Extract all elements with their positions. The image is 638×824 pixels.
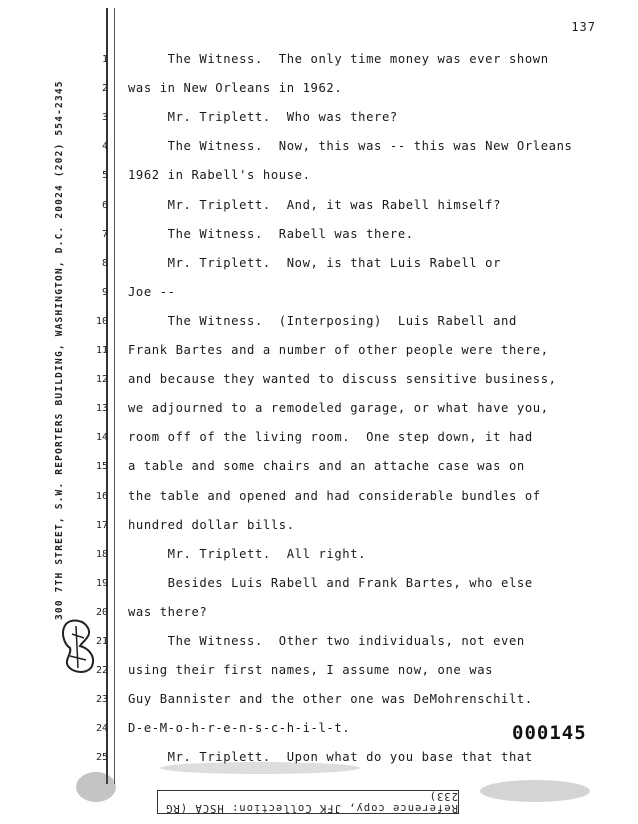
transcript-line: the table and opened and had considerable bundles of <box>128 488 541 503</box>
transcript-line: Mr. Triplett. All right. <box>128 546 367 561</box>
line-number: 12 <box>95 374 108 386</box>
transcript-line: a table and some chairs and an attache case was on <box>128 459 525 474</box>
line-number: 19 <box>95 577 108 589</box>
transcript-line: Mr. Triplett. Who was there? <box>128 110 398 125</box>
line-number: 14 <box>95 432 108 444</box>
transcript-line: The Witness. Rabell was there. <box>128 226 414 241</box>
transcript-line: D-e-M-o-h-r-e-n-s-c-h-i-l-t. <box>128 721 351 736</box>
transcript-line: was there? <box>128 604 208 619</box>
line-number: 4 <box>101 141 108 153</box>
line-number: 13 <box>95 403 108 415</box>
scan-smudge <box>480 780 590 802</box>
transcript-line: Frank Bartes and a number of other people were there, <box>128 343 549 357</box>
line-number: 21 <box>95 636 108 647</box>
line-number: 23 <box>95 694 108 706</box>
line-number: 24 <box>95 723 108 735</box>
line-number: 9 <box>101 286 108 298</box>
line-number: 20 <box>95 606 108 618</box>
reporter-seal-icon <box>58 616 100 676</box>
line-number: 1 <box>101 54 108 65</box>
transcript-line: Joe -- <box>128 284 176 299</box>
transcript-line: using their first names, I assume now, one was <box>128 663 494 678</box>
transcript-line: and because they wanted to discuss sensitive business, <box>128 372 557 387</box>
scan-smudge <box>76 772 116 802</box>
transcript-line: The Witness. The only time money was ever shown <box>128 52 549 66</box>
transcript-line: Mr. Triplett. And, it was Rabell himself? <box>128 197 502 212</box>
line-number: 7 <box>101 228 108 240</box>
line-number: 10 <box>95 315 108 327</box>
margin-vertical-text: 300 7TH STREET, S.W. REPORTERS BUILDING, WASHINGTON, D.C. 20024 (202) 554-2345 <box>54 80 65 620</box>
line-number: 18 <box>95 548 108 560</box>
transcript-line: The Witness. (Interposing) Luis Rabell and <box>128 313 517 328</box>
transcript-line: hundred dollar bills. <box>128 517 295 532</box>
transcript-line: Besides Luis Rabell and Frank Bartes, who else <box>128 575 533 590</box>
page-number: 137 <box>571 20 596 34</box>
transcript-line: room off of the living room. One step down, it had <box>128 430 533 445</box>
line-number: 22 <box>95 665 108 677</box>
line-number: 3 <box>101 112 108 124</box>
line-number: 15 <box>95 461 108 473</box>
line-number: 17 <box>95 519 108 531</box>
margin-rule-inner <box>114 8 115 784</box>
line-number: 8 <box>101 257 108 269</box>
transcript-line: Mr. Triplett. Upon what do you base that that <box>128 750 533 765</box>
line-number: 2 <box>101 83 108 95</box>
transcript-line: Mr. Triplett. Now, is that Luis Rabell or <box>128 255 502 270</box>
line-number: 5 <box>101 170 108 182</box>
transcript-line: The Witness. Other two individuals, not even <box>128 634 525 648</box>
line-number: 11 <box>95 345 108 356</box>
transcript-line: was in New Orleans in 1962. <box>128 81 343 96</box>
document-stamp: 000145 <box>512 722 587 744</box>
transcript-line: 1962 in Rabell's house. <box>128 168 311 183</box>
transcript-line: Guy Bannister and the other one was DeMohrenschilt. <box>128 692 533 707</box>
line-number: 6 <box>101 199 108 211</box>
transcript-line: we adjourned to a remodeled garage, or what have you, <box>128 401 549 416</box>
reference-note: Reference copy, JFK Collection: HSCA (RG 233) <box>157 790 459 814</box>
transcript-line: The Witness. Now, this was -- this was New Orleans <box>128 139 573 154</box>
line-number: 25 <box>95 752 108 764</box>
scan-smudge <box>160 762 360 774</box>
line-number: 16 <box>95 490 108 502</box>
